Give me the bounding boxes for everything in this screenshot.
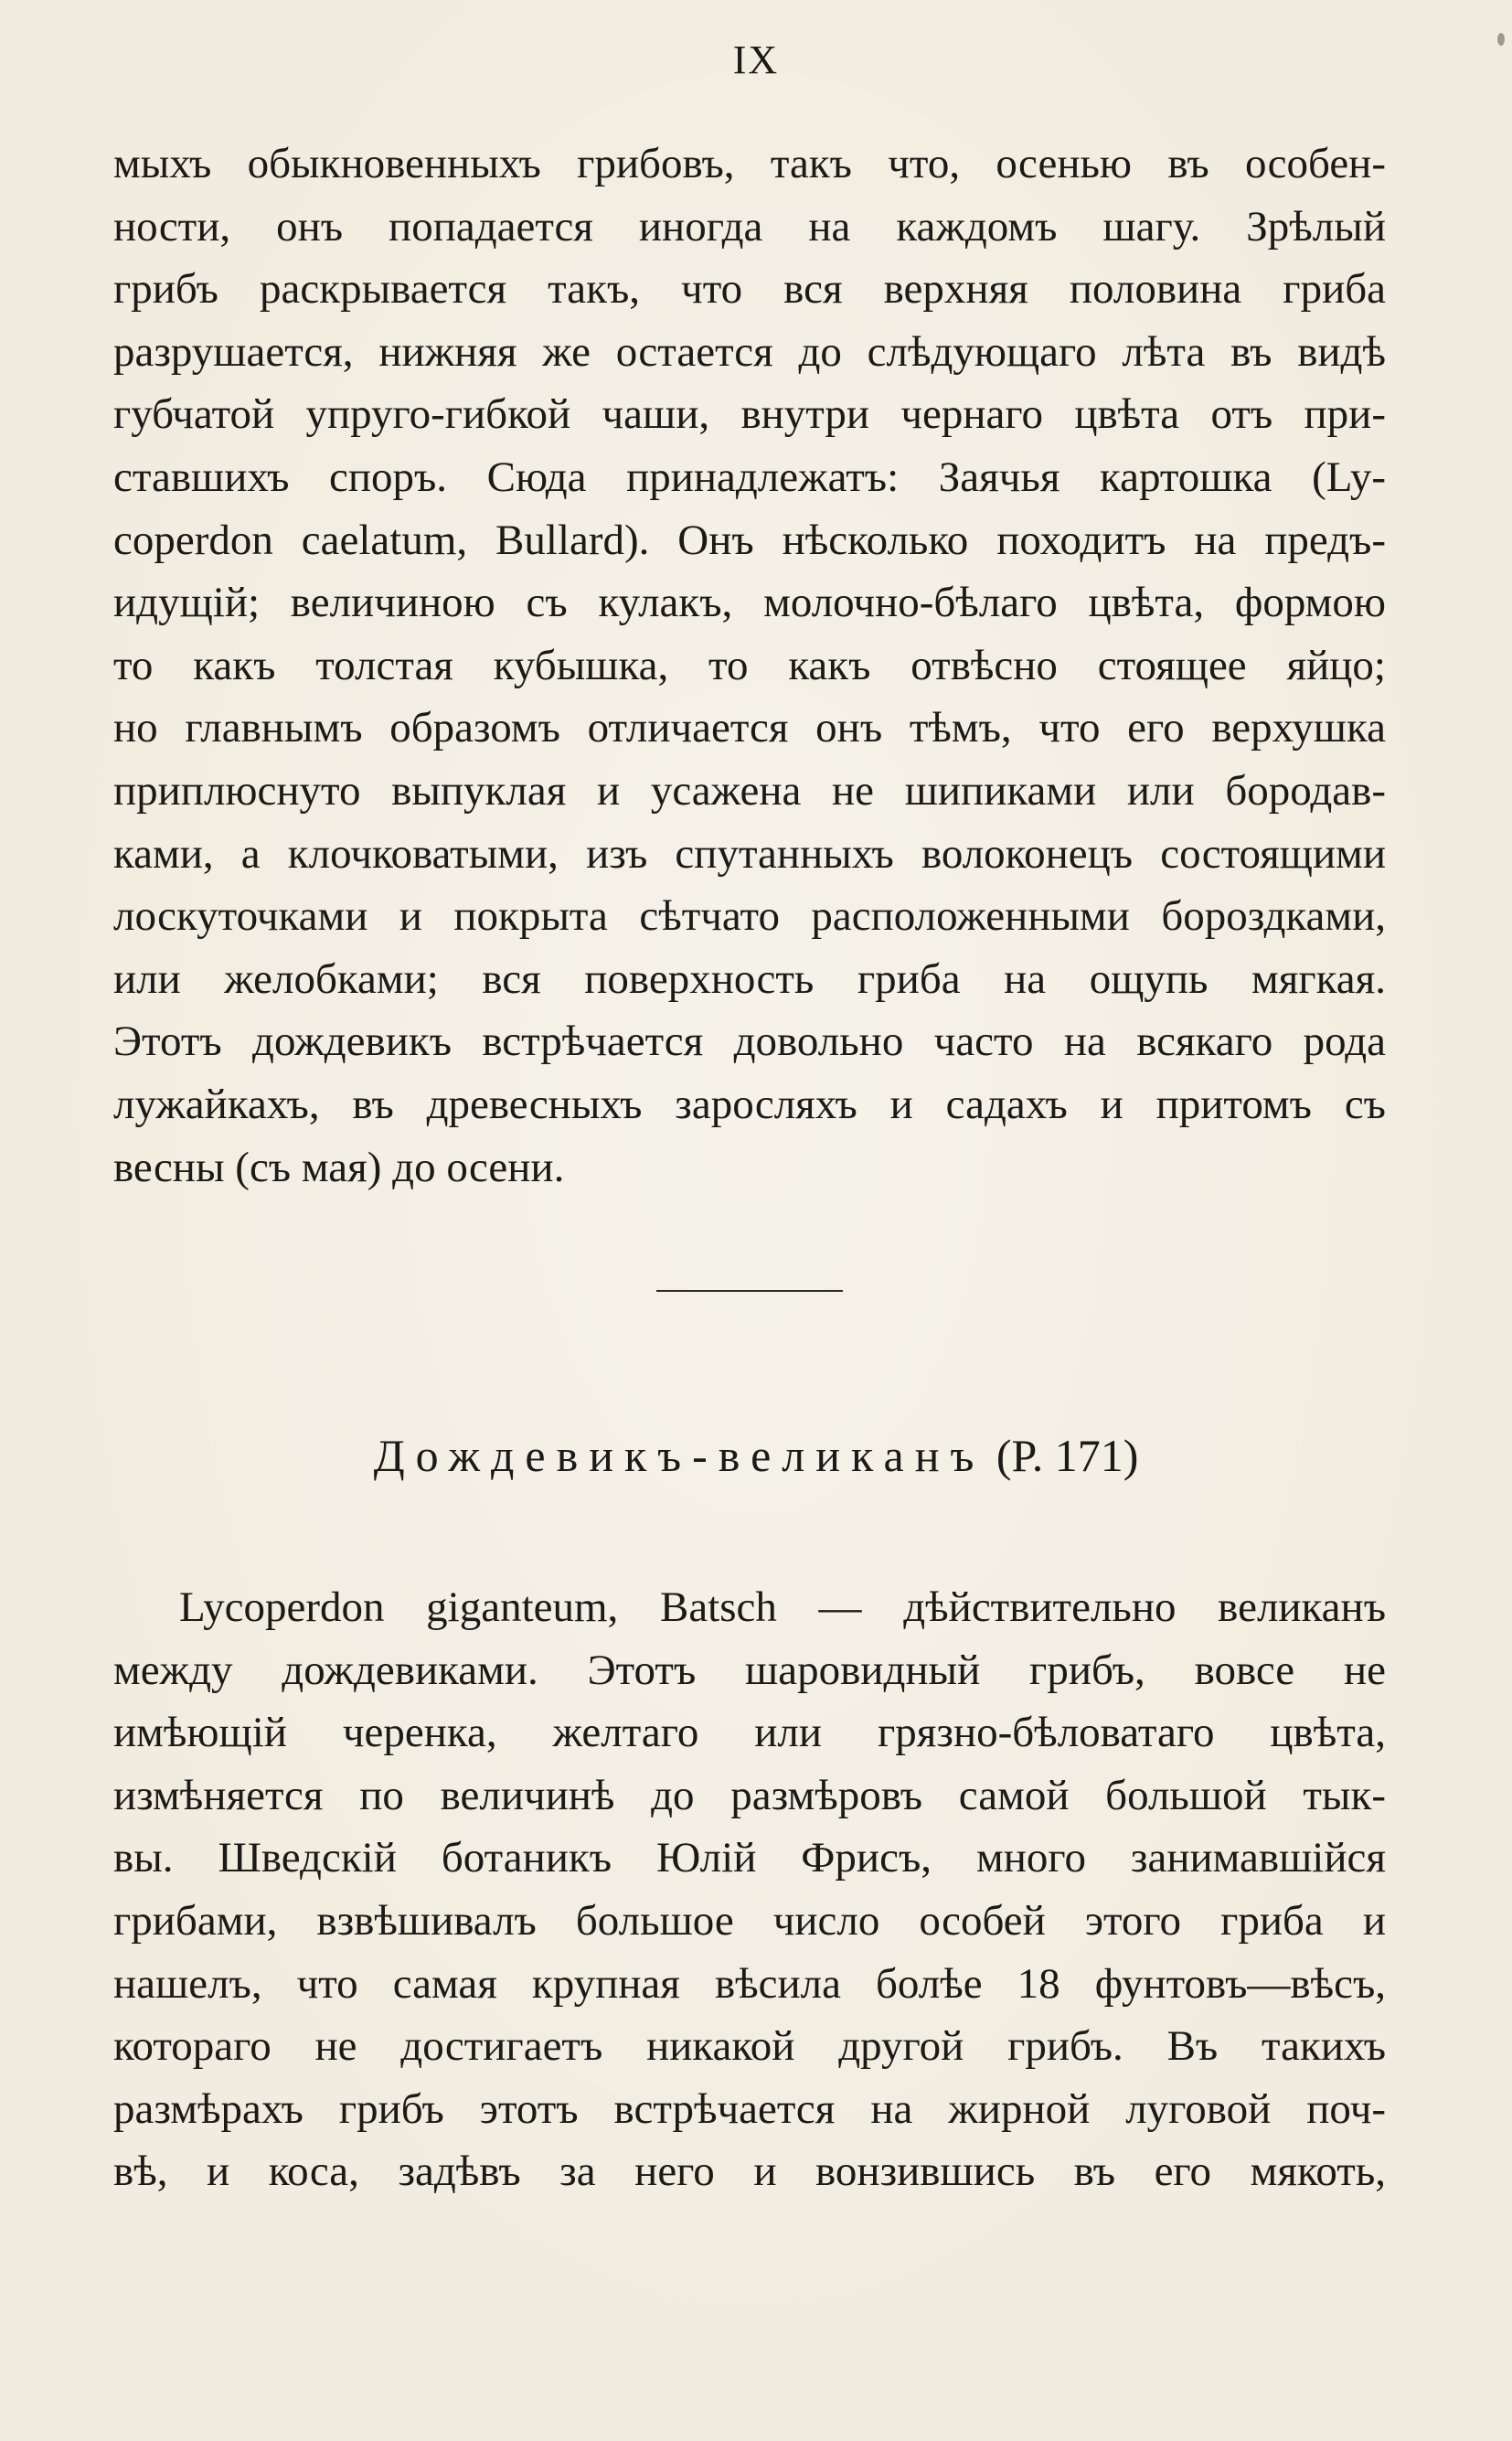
text-line: грибами, взвѣшивалъ большое число особей этого гриба и <box>113 1896 1386 1945</box>
text-line: размѣрахъ грибъ этотъ встрѣчается на жирной луговой поч- <box>113 2084 1386 2133</box>
text-line: губчатой упруго-гибкой чаши, внутри чернаго цвѣта отъ при- <box>113 390 1386 439</box>
text-line: coperdon caelatum, Bullard). Онъ нѣсколько походитъ на предъ- <box>113 516 1386 564</box>
text-line: между дождевиками. Этотъ шаровидный грибъ, вовсе не <box>113 1646 1386 1694</box>
text-line: грибъ раскрывается такъ, что вся верхняя половина гриба <box>113 265 1386 314</box>
text-line: или желобками; вся поверхность гриба на ощупь мягкая. <box>113 954 1386 1003</box>
text-line: весны (съ мая) до осени. <box>113 1143 565 1191</box>
text-line: но главнымъ образомъ отличается онъ тѣмъ, что его верхушка <box>113 704 1386 752</box>
text-line: мыхъ обыкновенныхъ грибовъ, такъ что, осенью въ особен- <box>113 140 1386 187</box>
section-heading <box>0 1429 1512 1482</box>
text-line: вѣ, и коса, задѣвъ за него и вонзившись въ его мякоть, <box>113 2148 1386 2196</box>
text-line: имѣющій черенка, желтаго или грязно-бѣловатаго цвѣта, <box>113 1709 1386 1757</box>
text-line: Этотъ дождевикъ встрѣчается довольно часто на всякаго рода <box>113 1018 1386 1066</box>
text-line: разрушается, нижняя же остается до слѣдующаго лѣта въ видѣ <box>113 327 1386 376</box>
text-line: ками, а клочковатыми, изъ спутанныхъ волоконецъ состоящими <box>113 829 1386 878</box>
text-line: ставшихъ споръ. Сюда принадлежатъ: Заячья картошка (Ly- <box>113 453 1386 501</box>
text-line: котораго не достигаетъ никакой другой грибъ. Въ такихъ <box>113 2022 1386 2071</box>
text-line: вы. Шведскій ботаникъ Юлій Фрисъ, много занимавшійся <box>113 1834 1386 1882</box>
text-line: лоскуточками и покрыта сѣтчато расположенными бороздками, <box>113 892 1386 941</box>
text-line: идущій; величиною съ кулакъ, молочно-бѣлаго цвѣта, формою <box>113 579 1386 627</box>
paragraph-continued <box>113 133 1386 1199</box>
page-number: IX <box>732 37 780 82</box>
paragraph-body <box>113 1576 1386 2203</box>
text-line: приплюснуто выпуклая и усажена не шипиками или бородав- <box>113 766 1386 815</box>
text-line: нашелъ, что самая крупная вѣсила болѣе 18 фунтовъ—вѣсъ, <box>113 1959 1386 2008</box>
section-divider <box>656 1290 843 1292</box>
text-line: лужайкахъ, въ древесныхъ заросляхъ и садахъ и притомъ съ <box>113 1080 1386 1128</box>
text-line: измѣняется по величинѣ до размѣровъ самой большой тык- <box>113 1771 1386 1819</box>
text-line: ности, онъ попадается иногда на каждомъ шагу. Зрѣлый <box>113 202 1386 250</box>
heading-title: Дождевикъ-великанъ <box>373 1430 985 1481</box>
text-line-indented: Lycoperdon giganteum, Batsch — дѣйствительно великанъ <box>179 1583 1386 1631</box>
text-line: то какъ толстая кубышка, то какъ отвѣсно стоящее яйцо; <box>113 641 1386 689</box>
heading-plate-ref: (P. 171) <box>996 1430 1139 1481</box>
